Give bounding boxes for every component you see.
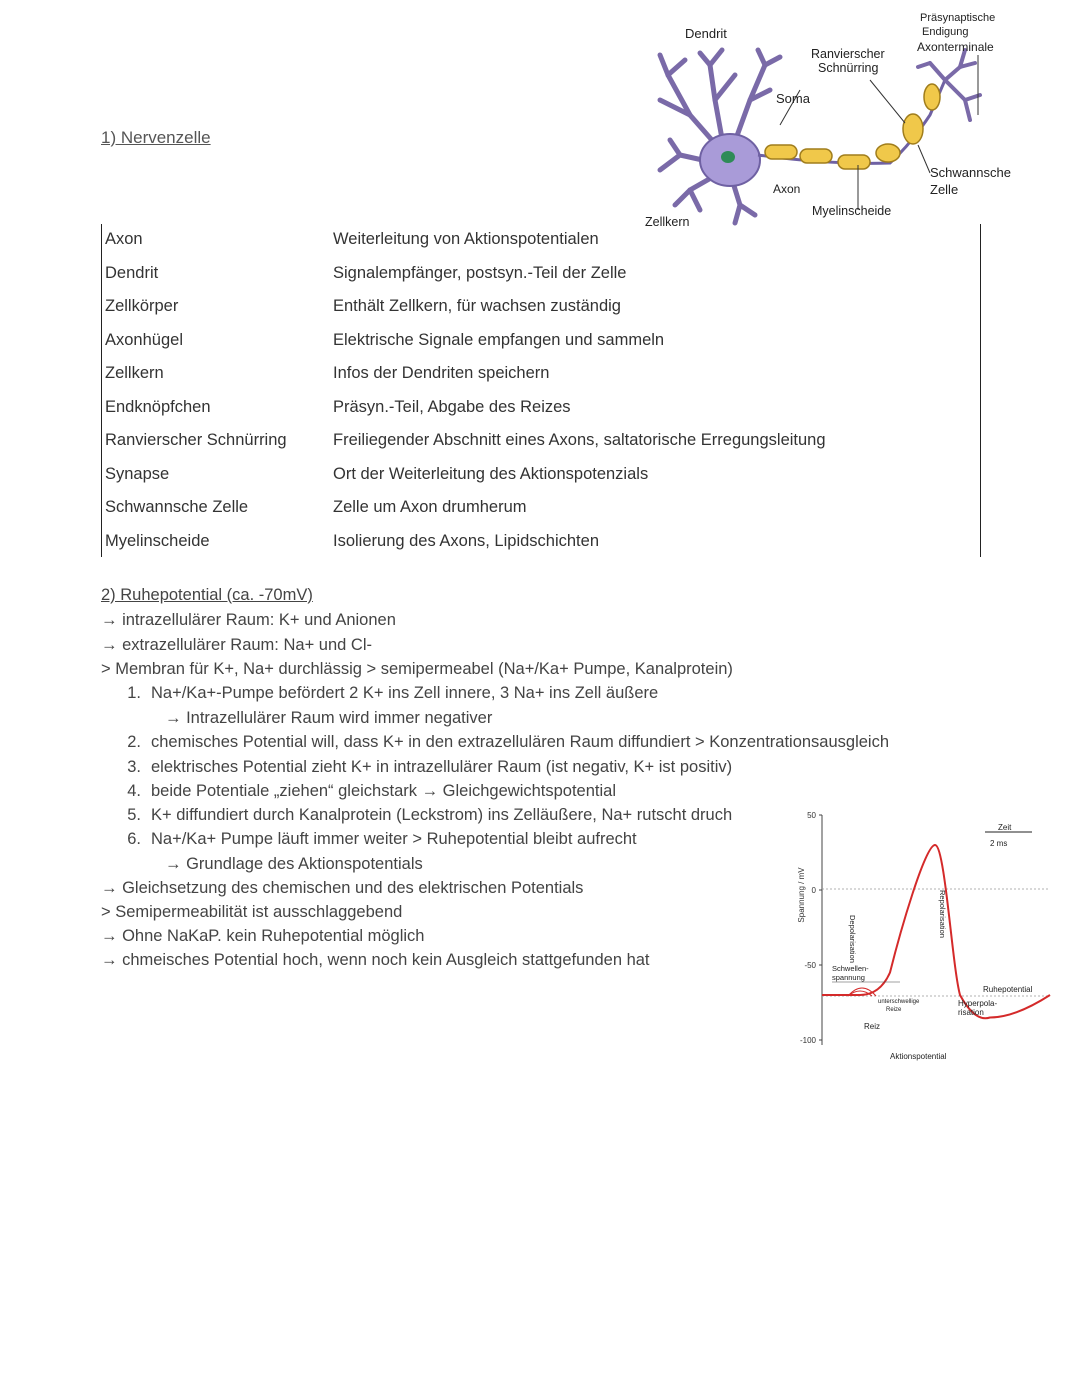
table-row bbox=[105, 331, 965, 365]
definition: Ort der Weiterleitung des Aktionspotenzials bbox=[333, 464, 649, 483]
nucleus-graphic bbox=[721, 151, 735, 163]
definition: Enthält Zellkern, für wachsen zuständig bbox=[333, 297, 621, 315]
label-schwann-2: Zelle bbox=[930, 182, 959, 197]
neuron-diagram bbox=[630, 5, 1050, 230]
threshold-label-1: Schwellen- bbox=[832, 964, 869, 973]
list-item: → Grundlage des Aktionspotentials bbox=[165, 855, 423, 873]
repol-label: Repolarisation bbox=[938, 890, 947, 938]
label-schwann-1: Schwannsche bbox=[930, 165, 1011, 180]
text-line: → Ohne NaKaP. kein Ruhepotential möglich bbox=[101, 927, 425, 945]
list-item bbox=[101, 758, 732, 777]
table-row bbox=[105, 230, 965, 264]
list-text: beide Potentiale „ziehen“ gleichstark → Gleichgewichtspotential bbox=[151, 782, 617, 800]
list-number: 5. bbox=[127, 806, 141, 824]
label-dendrit: Dendrit bbox=[685, 26, 727, 41]
term: Dendrit bbox=[105, 263, 159, 282]
list-item bbox=[101, 806, 732, 825]
label-ranvier-1: Ranvierscher bbox=[811, 47, 885, 61]
list-number: 6. bbox=[127, 830, 141, 848]
ap-chart-svg bbox=[790, 800, 1060, 1070]
list-number: 4. bbox=[127, 782, 141, 800]
x-axis-label: Aktionspotential bbox=[890, 1052, 947, 1061]
y-tick-label: 50 bbox=[807, 811, 816, 820]
term: Zellkörper bbox=[105, 297, 179, 315]
list-text: K+ diffundiert durch Kanalprotein (Leckstrom) ins Zelläußere, Na+ rutscht druch bbox=[151, 806, 733, 824]
term: Schwannsche Zelle bbox=[105, 498, 249, 516]
term: Axon bbox=[105, 230, 143, 248]
hyper-label-1: Hyperpola- bbox=[958, 999, 998, 1008]
label-axon: Axon bbox=[773, 182, 801, 196]
resting-label: Ruhepotential bbox=[983, 985, 1033, 994]
list-number: 2. bbox=[127, 733, 141, 751]
label-praesyn: Präsynaptische bbox=[920, 12, 996, 24]
table-row bbox=[105, 431, 965, 465]
label-endigung: Endigung bbox=[922, 26, 969, 38]
definition: Freiliegender Abschnitt eines Axons, saltatorische Erregungsleitung bbox=[333, 431, 826, 449]
term: Axonhügel bbox=[105, 330, 183, 349]
term: Myelinscheide bbox=[105, 531, 210, 550]
definition: Isolierung des Axons, Lipidschichten bbox=[333, 531, 599, 550]
list-number: 3. bbox=[127, 758, 141, 776]
neuron-illustration bbox=[630, 5, 1050, 230]
table-row bbox=[105, 297, 965, 331]
table-row bbox=[105, 498, 965, 532]
y-tick-label: -100 bbox=[799, 1036, 816, 1045]
label-axonterminale: Axonterminale bbox=[917, 40, 994, 54]
definition: Signalempfänger, postsyn.-Teil der Zelle bbox=[333, 263, 627, 282]
list-text: Na+/Ka+-Pumpe befördert 2 K+ ins Zell innere, 3 Na+ ins Zell äußere bbox=[151, 684, 659, 702]
term: Zellkern bbox=[105, 364, 164, 382]
label-myelin: Myelinscheide bbox=[812, 204, 892, 218]
term: Ranvierscher Schnürring bbox=[105, 431, 287, 449]
depol-label: Depolarisation bbox=[848, 915, 857, 963]
time-label: Zeit bbox=[998, 823, 1012, 832]
label-zellkern: Zellkern bbox=[645, 215, 690, 229]
definition: Weiterleitung von Aktionspotentialen bbox=[333, 230, 599, 248]
y-axis-label: Spannung / mV bbox=[797, 867, 806, 923]
text-line: > Membran für K+, Na+ durchlässig > semipermeabel (Na+/Ka+ Pumpe, Kanalprotein) bbox=[101, 660, 733, 678]
text-line: → extrazellulärer Raum: Na+ und Cl- bbox=[101, 636, 372, 654]
table-row bbox=[105, 532, 965, 566]
definition: Elektrische Signale empfangen und sammeln bbox=[333, 330, 665, 349]
axon-terminal-graphic bbox=[918, 50, 980, 120]
section-1-title: 1) Nervenzelle bbox=[101, 128, 211, 147]
definition: Infos der Dendriten speichern bbox=[333, 364, 550, 382]
hyper-label-2: risation bbox=[958, 1008, 984, 1017]
text-line: > Semipermeabilität ist ausschlaggebend bbox=[101, 903, 403, 921]
text-line: → chmeisches Potential hoch, wenn noch kein Ausgleich stattgefunden hat bbox=[101, 951, 650, 969]
list-text: elektrisches Potential zieht K+ in intrazellulärer Raum (ist negativ, K+ ist positiv) bbox=[151, 758, 733, 776]
table-row bbox=[105, 465, 965, 499]
subthreshold-label-2: Reize bbox=[886, 1007, 902, 1013]
label-soma: Soma bbox=[776, 91, 810, 106]
text-line: → Gleichsetzung des chemischen und des elektrischen Potentials bbox=[101, 879, 584, 897]
definition: Präsyn.-Teil, Abgabe des Reizes bbox=[333, 397, 571, 416]
section-2-title: 2) Ruhepotential (ca. -70mV) bbox=[101, 586, 313, 604]
y-tick-label: -50 bbox=[804, 961, 816, 970]
nervenzelle-table bbox=[101, 224, 981, 557]
list-item bbox=[101, 733, 889, 752]
action-potential-chart bbox=[790, 800, 1060, 1070]
time-scale-label: 2 ms bbox=[990, 839, 1008, 848]
y-tick-label: 0 bbox=[811, 886, 816, 895]
term: Endknöpfchen bbox=[105, 397, 211, 416]
definition: Zelle um Axon drumherum bbox=[333, 498, 527, 516]
table-row bbox=[105, 398, 965, 432]
table-right-border bbox=[980, 224, 981, 557]
list-item: → Intrazellulärer Raum wird immer negativer bbox=[165, 709, 493, 727]
list-number: 1. bbox=[127, 684, 141, 702]
list-item bbox=[101, 684, 658, 703]
table-row bbox=[105, 364, 965, 398]
subthreshold-label-1: unterschwellige bbox=[878, 999, 920, 1005]
list-item bbox=[101, 830, 637, 849]
list-text: Na+/Ka+ Pumpe läuft immer weiter > Ruhepotential bleibt aufrecht bbox=[151, 830, 637, 848]
text-line: → intrazellulärer Raum: K+ und Anionen bbox=[101, 611, 396, 629]
stimulus-label: Reiz bbox=[864, 1022, 881, 1031]
table-row bbox=[105, 264, 965, 298]
label-ranvier-2: Schnürring bbox=[818, 61, 879, 75]
list-text: chemisches Potential will, dass K+ in den extrazellulären Raum diffundiert > Konzentrationsausgleich bbox=[151, 733, 890, 751]
y-ticks bbox=[800, 811, 822, 1045]
table-left-border bbox=[101, 224, 102, 557]
threshold-label-2: spannung bbox=[832, 973, 865, 982]
term: Synapse bbox=[105, 464, 170, 483]
list-item bbox=[101, 782, 616, 801]
